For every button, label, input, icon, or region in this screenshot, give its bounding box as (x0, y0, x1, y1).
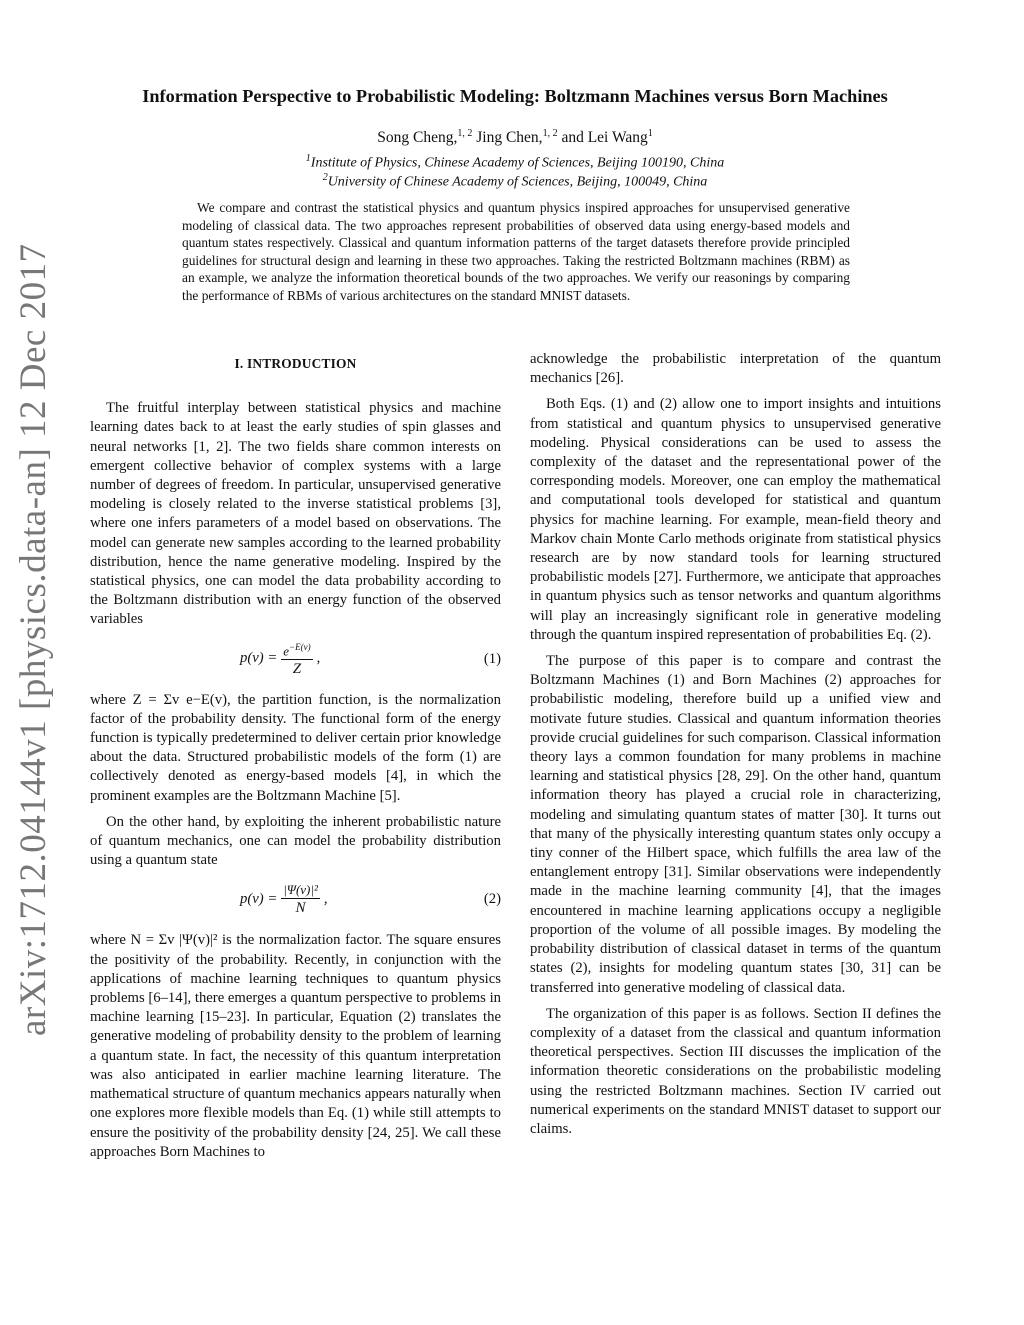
equation-1: p(v) = $\frac{e^{-E(v)}}{Z}$ , (1) (90, 637, 501, 681)
affiliation-2: $^2$University of Chinese Academy of Sciences, Beijing, 100049, China (322, 172, 708, 190)
paragraph: The organization of this paper is as follows. Section II defines the complexity of a dataset from the classical and quantum information theoretical perspectives. Section III discusses the implication of the information theoretic considerations on the probabilistic modeling using the restricted Boltzmann machines. Section IV carried out numerical experiments on the standard MNIST dataset to support our claims. (530, 1005, 941, 1137)
paragraph: where N = Σv |Ψ(v)|² is the normalization factor. The square ensures the positivity of the probability. Recently, in conjunction with the applications of machine learning techniques to quantum physics problems [6–14], there emerges a quantum perspective to problems in machine learning [15–23]. In particular, Equation (2) translates the generative modeling of probability density to the problem of learning a quantum state. In fact, the necessity of this quantum interpretation was also anticipated in earlier machine learning literature. The mathematical structure of quantum mechanics appears naturally when one explores more flexible models than Eq. (1) while still attempts to ensure the positivity of the probability density [24, 25]. We call these approaches Born Machines to (90, 932, 501, 1160)
author-list (95, 128, 935, 147)
author-2: Jing Chen, (476, 129, 543, 147)
affiliation-1: $^1$Institute of Physics, Chinese Academy of Sciences, Beijing 100190, China (305, 153, 725, 171)
paragraph: On the other hand, by exploiting the inherent probabilistic nature of quantum mechanics, one can model the probability distribution using a quantum state (90, 813, 501, 869)
paragraph: acknowledge the probabilistic interpretation of the quantum mechanics [26]. (530, 351, 941, 387)
right-column (530, 350, 941, 1146)
paragraph: The purpose of this paper is to compare and contrast the Boltzmann Machines (1) and Born Machines (2) approaches for probabilistic modeling, therefore build up a unified view and motivate future studies. Classical and quantum information theories provide crucial guidelines for such comparison. Classical information theory lays a common foundation for many problems in machine learning and statistical physics [28, 29]. On the other hand, quantum information theory has played a crucial role in characterizing, modeling and simulating quantum states of matter [30]. It turns out that many of the physically interesting quantum states only occupy a tiny conner of the Hilbert space, which fulfills the area law of the entanglement entropy [31]. Similar observations were independently made in the machine learning community [4], that the images encountered in machine learning applications occupy a negligible proportion of the volume of all possible images. By modeling the probability distribution of classical dataset in terms of the quantum states (2), insights for modeling quantum states [30, 31] can be transferred into generative modeling of classical data. (530, 653, 941, 996)
section-heading-introduction: I. INTRODUCTION (234, 356, 357, 371)
author-3-affil: 1 (647, 128, 653, 139)
paper-title: Information Perspective to Probabilistic Modeling: Boltzmann Machines versus Born Machines (142, 86, 888, 106)
equation-2: p(v) = $\frac{\text{|Ψ(v)|²}}{N}$ , (2) (240, 881, 501, 916)
paragraph: Both Eqs. (1) and (2) allow one to import insights and intuitions from statistical and quantum physics to unsupervised generative modeling. Physical considerations can be used to assess the complexity of the dataset and the representational power of the corresponding models. Moreover, one can employ the mathematical and computational tools developed for statistical and quantum physics for machine learning. For example, mean-field theory and Markov chain Monte Carlo methods originate from statistical physics research are by now standard tools for learning structured probabilistic models [27]. Furthermore, we anticipate that approaches in quantum physics such as tensor networks and quantum algorithms will play an increasingly significant role in generative modeling through the quantum inspired representation of probabilities Eq. (2). (530, 396, 941, 643)
equation-1-number: (1) (483, 650, 501, 667)
author-3: and Lei Wang (561, 129, 648, 147)
author-1-affil: 1, 2 (457, 128, 473, 139)
paragraph: The fruitful interplay between statistical physics and machine learning dates back to at least the early studies of spin glasses and neural networks [1, 2]. The two fields share common interests on emergent collective behavior of complex systems with a large number of degrees of freedom. In particular, unsupervised generative modeling is closely related to the inverse statistical problems [3], where one infers parameters of a model based on observations. The model can generate new samples according to the learned probability distribution, hence the name generative modeling. Inspired by the statistical physics, one can model the data probability according to the Boltzmann distribution with an energy function of the observed variables (90, 400, 501, 628)
author-2-affil: 1, 2 (542, 128, 558, 139)
arxiv-side-label: arXiv:1712.04144v1 [physics.data-an] 12 Dec 2017 (13, 243, 54, 1036)
equation-2-number: (2) (483, 891, 501, 908)
author-1: Song Cheng, (377, 129, 458, 147)
paragraph: where Z = Σv e−E(v), the partition function, is the normalization factor of the probability density. The functional form of the energy function is typically predetermined to deliver certain prior knowledge about the data. Structured probabilistic models of the form (1) are collectively denoted as energy-based models [4], in which the prominent examples are the Boltzmann Machine [5]. (90, 691, 501, 804)
abstract: We compare and contrast the statistical physics and quantum physics inspired approaches for unsupervised generative modeling of classical data. The two approaches represent probabilities of observed data using energy-based models and quantum states respectively. Classical and quantum information patterns of the target datasets therefore provide principled guidelines for structural design and learning in these two approaches. Taking the restricted Boltzmann machines (RBM) as an example, we analyze the information theoretical bounds of the two approaches. We verify our reasonings by comparing the performance of RBMs of various architectures on the standard MNIST datasets. (182, 200, 850, 303)
left-column (90, 350, 501, 1169)
